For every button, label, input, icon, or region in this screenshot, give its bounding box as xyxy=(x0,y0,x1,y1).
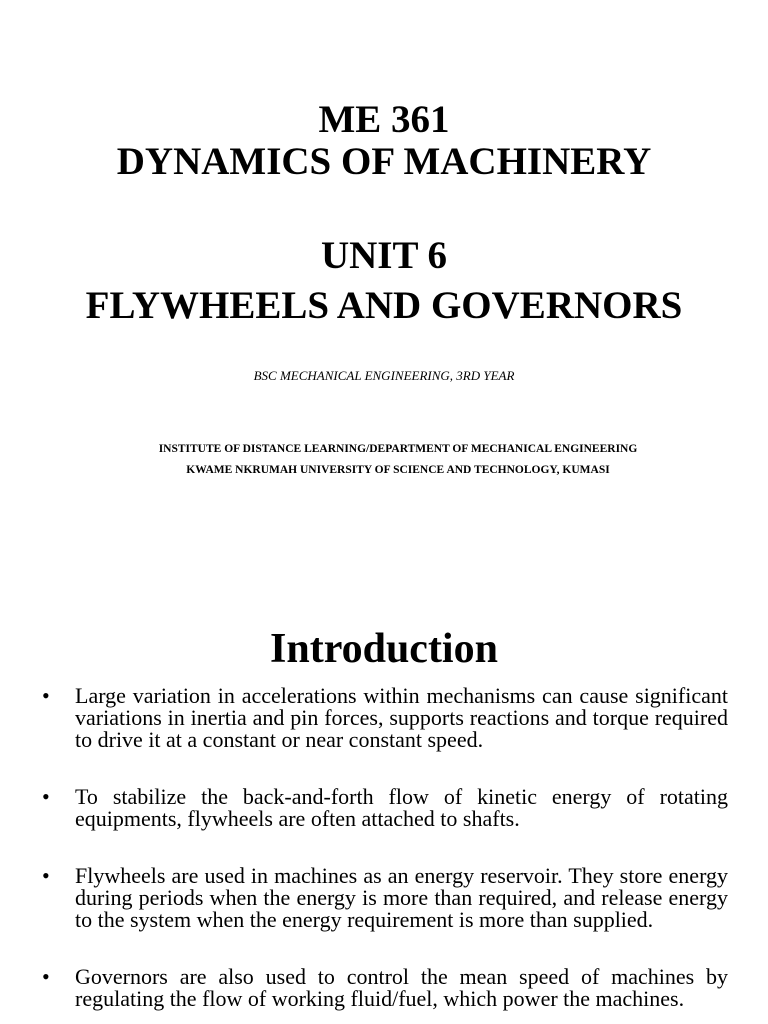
university-line: KWAME NKRUMAH UNIVERSITY OF SCIENCE AND TECHNOLOGY, KUMASI xyxy=(186,464,610,476)
course-title: DYNAMICS OF MACHINERY xyxy=(116,140,652,183)
bullet-icon: • xyxy=(42,964,50,989)
bullet-item xyxy=(0,865,768,931)
bullet-text: To stabilize the back-and-forth flow of kinetic energy of rotating equipments, flywheels are often attached to shafts. xyxy=(75,784,728,831)
course-code: ME 361 xyxy=(318,98,450,141)
programme-subtitle: BSC MECHANICAL ENGINEERING, 3RD YEAR xyxy=(253,368,515,383)
bullet-item xyxy=(0,786,768,830)
bullet-text: Governors are also used to control the mean speed of machines by regulating the flow of working fluid/fuel, which power the machines. xyxy=(75,964,728,1011)
unit-number: UNIT 6 xyxy=(320,234,448,277)
bullet-icon: • xyxy=(42,683,50,708)
bullet-icon: • xyxy=(42,784,50,809)
bullet-list xyxy=(0,685,768,1024)
unit-title: FLYWHEELS AND GOVERNORS xyxy=(85,284,683,327)
bullet-text: Flywheels are used in machines as an energy reservoir. They store energy during periods when the energy is more than required, and release energy to the system when the energy requirement is more than supplied. xyxy=(75,863,728,932)
introduction-slide xyxy=(0,575,768,1024)
bullet-text: Large variation in accelerations within mechanisms can cause significant variations in inertia and pin forces, supports reactions and torque required to drive it at a constant or near constant speed. xyxy=(75,683,728,752)
bullet-item xyxy=(0,685,768,751)
institute-line: INSTITUTE OF DISTANCE LEARNING/DEPARTMENT OF MECHANICAL ENGINEERING xyxy=(158,443,638,455)
bullet-item xyxy=(0,966,768,1010)
introduction-heading: Introduction xyxy=(270,626,498,672)
bullet-icon: • xyxy=(42,863,50,888)
